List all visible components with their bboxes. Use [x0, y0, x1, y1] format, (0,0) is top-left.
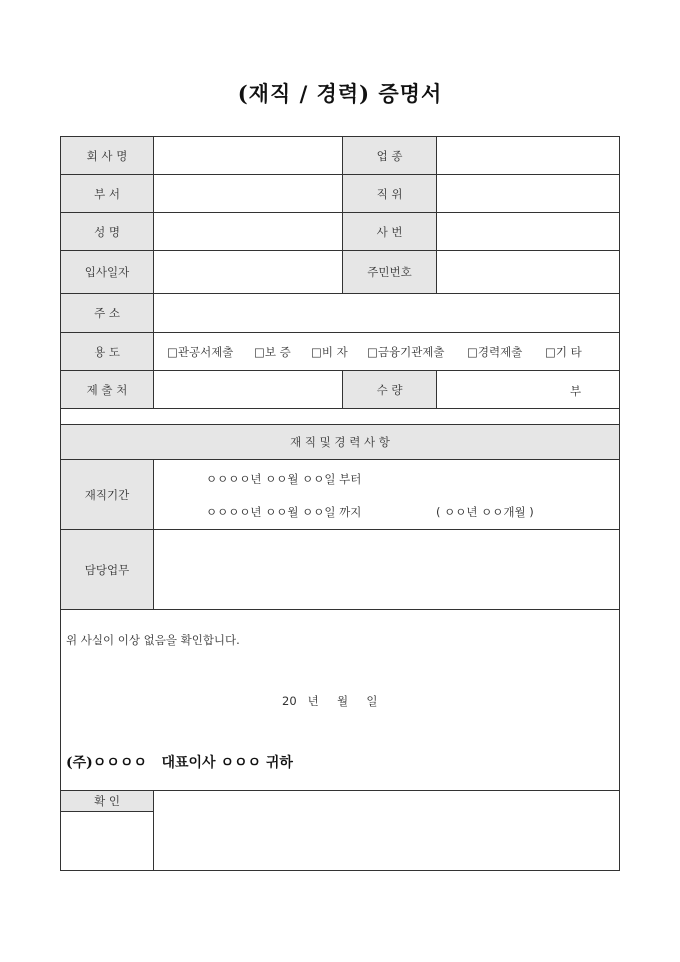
confirmation-date: 20 년 월 일: [282, 694, 378, 708]
col-divider: [436, 370, 437, 408]
label-duties: 담당업무: [61, 530, 153, 609]
row-divider: [60, 529, 620, 530]
label-submit-to: 제 출 처: [61, 371, 153, 408]
period-duration: ( ㅇㅇ년 ㅇㅇ개월 ): [436, 505, 534, 519]
row-divider: [60, 459, 620, 460]
col-divider: [153, 136, 154, 408]
label-quantity: 수 량: [343, 371, 436, 408]
confirmation-statement: 위 사실이 이상 없음을 확인합니다.: [66, 633, 240, 647]
label-confirm: 확 인: [61, 791, 153, 811]
label-employment-period: 재직기간: [61, 460, 153, 529]
col-divider: [342, 370, 343, 408]
col-divider: [436, 136, 437, 293]
label-name: 성 명: [61, 213, 153, 250]
label-employee-no: 사 번: [343, 213, 436, 250]
label-position: 직 위: [343, 175, 436, 212]
purpose-option-visa[interactable]: □비 자: [311, 345, 348, 359]
purpose-option-public-office[interactable]: □관공서제출: [167, 345, 234, 359]
row-divider: [60, 332, 620, 333]
col-divider: [342, 136, 343, 293]
row-divider: [60, 408, 620, 409]
row-divider: [60, 811, 153, 812]
row-divider: [60, 174, 620, 175]
label-company-name: 회 사 명: [61, 137, 153, 174]
recipient-signature-line: (주)ㅇㅇㅇㅇ 대표이사 ㅇㅇㅇ 귀하: [66, 755, 293, 771]
quantity-unit: 부: [570, 384, 582, 398]
label-purpose: 용 도: [61, 333, 153, 370]
period-to: ㅇㅇㅇㅇ년 ㅇㅇ월 ㅇㅇ일 까지: [206, 505, 362, 519]
col-divider: [153, 790, 154, 871]
row-divider: [60, 212, 620, 213]
career-section-header: 재 직 및 경 력 사 항: [61, 425, 619, 459]
row-divider: [60, 250, 620, 251]
purpose-option-other[interactable]: □기 타: [545, 345, 582, 359]
period-from: ㅇㅇㅇㅇ년 ㅇㅇ월 ㅇㅇ일 부터: [206, 472, 362, 486]
label-resident-no: 주민번호: [343, 251, 436, 293]
label-business-type: 업 종: [343, 137, 436, 174]
row-divider: [60, 790, 620, 791]
label-department: 부 서: [61, 175, 153, 212]
purpose-option-career[interactable]: □경력제출: [467, 345, 523, 359]
row-divider: [60, 370, 620, 371]
label-hire-date: 입사일자: [61, 251, 153, 293]
col-divider: [153, 459, 154, 609]
label-address: 주 소: [61, 294, 153, 332]
row-divider: [60, 293, 620, 294]
purpose-option-guarantee[interactable]: □보 증: [254, 345, 291, 359]
row-divider: [60, 609, 620, 610]
purpose-option-financial[interactable]: □금융기관제출: [367, 345, 445, 359]
document-title: (재직 / 경력) 증명서: [237, 81, 443, 106]
row-divider: [60, 424, 620, 425]
